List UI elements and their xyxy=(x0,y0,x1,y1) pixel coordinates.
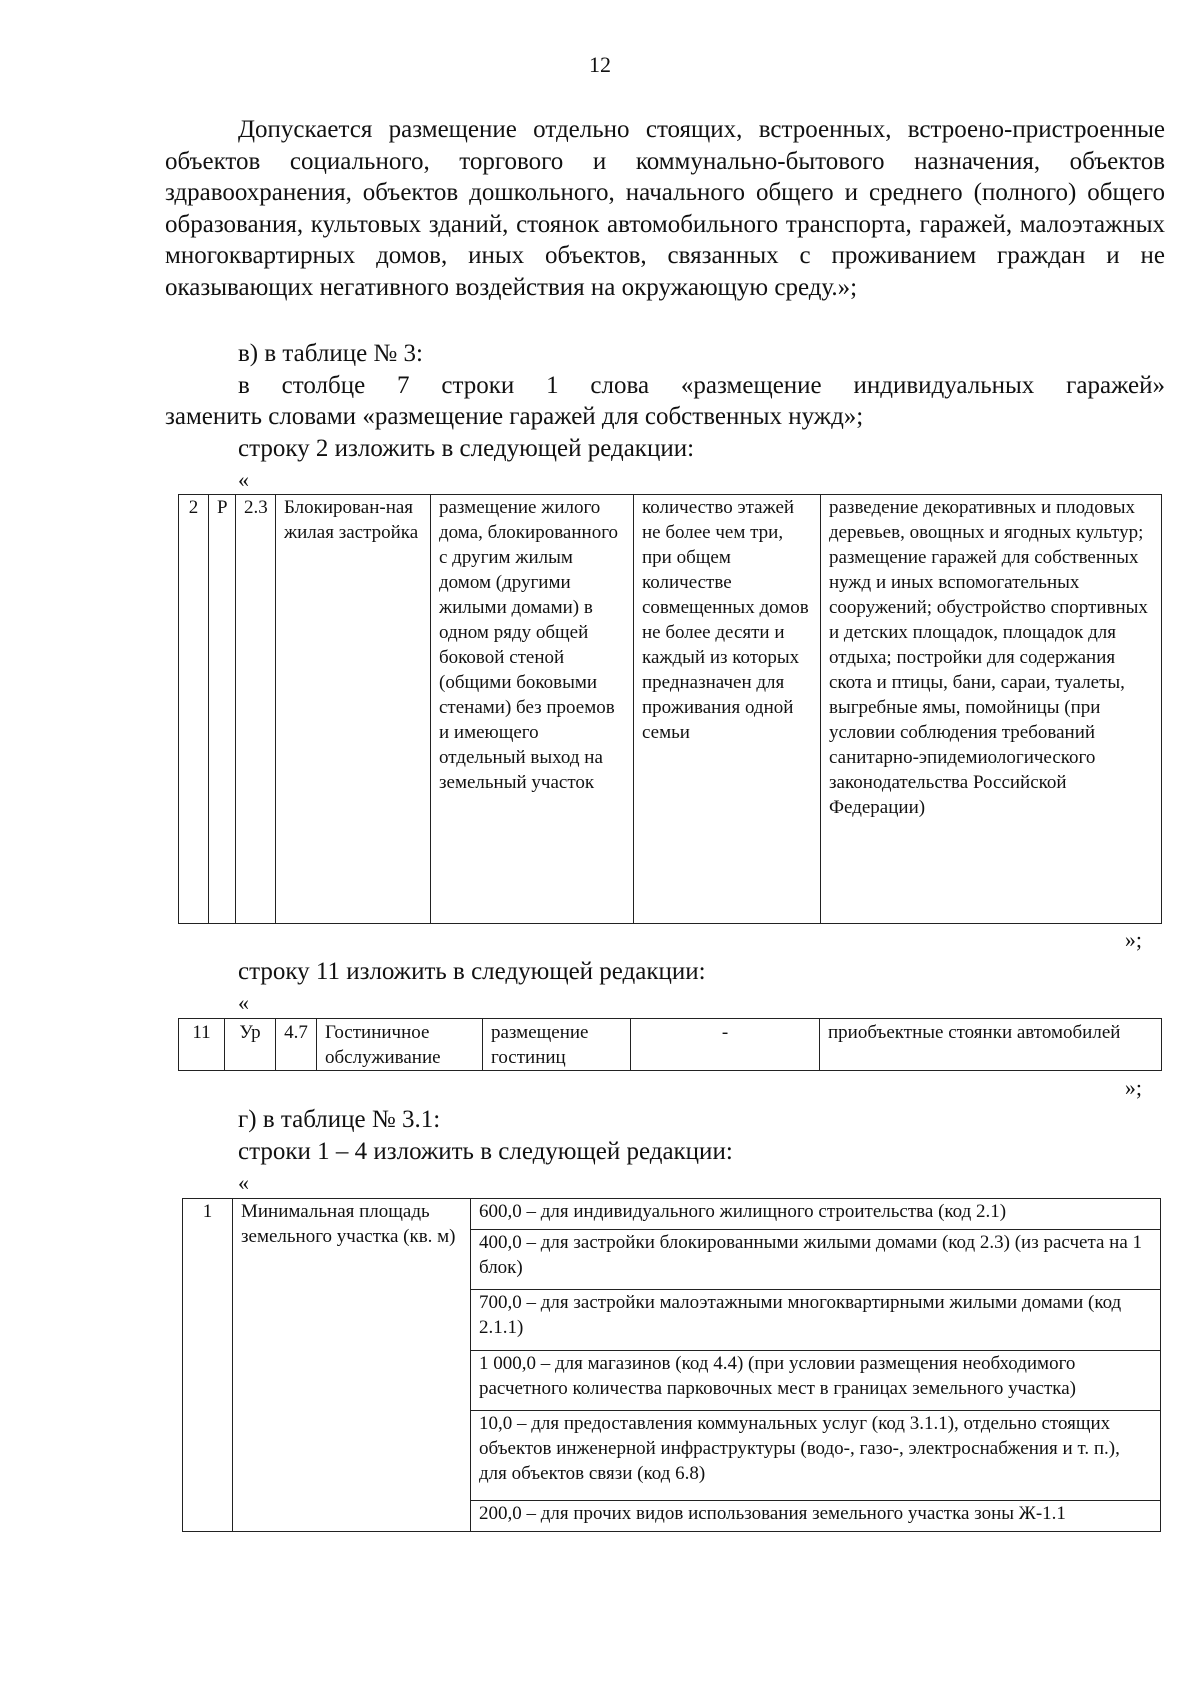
use-parameters: - xyxy=(631,1019,820,1071)
value-cell: 700,0 – для застройки малоэтажными многоквартирными жилыми домами (код 2.1.1) xyxy=(471,1290,1161,1350)
use-code: 2.3 xyxy=(236,495,276,924)
table-row-2 xyxy=(178,494,1162,924)
value-cell: 10,0 – для предоставления коммунальных услуг (код 3.1.1), отдельно стоящих объектов инженерной инфраструктуры (водо-, газо-, электроснабжения и т. п.), для объектов связи (код 6.8) xyxy=(471,1411,1161,1501)
row-number: 1 xyxy=(183,1199,233,1532)
use-code: 4.7 xyxy=(276,1019,317,1071)
auxiliary-uses: приобъектные стоянки автомобилей xyxy=(820,1019,1162,1071)
replace-instruction-line-2: заменить словами «размещение гаражей для собственных нужд»; xyxy=(165,403,864,430)
zone-type: Ур xyxy=(225,1019,276,1071)
table-3-1 xyxy=(182,1198,1161,1532)
page-number: 12 xyxy=(589,52,611,77)
row-number: 11 xyxy=(179,1019,225,1071)
use-description: размещение гостиниц xyxy=(483,1019,631,1071)
zone-type: Р xyxy=(209,495,236,924)
item-v-heading: в) в таблице № 3: xyxy=(238,340,423,367)
value-cell: 600,0 – для индивидуального жилищного строительства (код 2.1) xyxy=(471,1199,1161,1230)
value-cell: 1 000,0 – для магазинов (код 4.4) (при условии размещения необходимого расчетного количества парковочных мест в границах земельного участка) xyxy=(471,1350,1161,1410)
replace-instruction-line-1: в столбце 7 строки 1 слова «размещение индивидуальных гаражей» xyxy=(238,372,1165,399)
intro-paragraph: Допускается размещение отдельно стоящих, встроенных, встроено-пристроенные объектов социального, торгового и коммунально-бытового назначения, объектов здравоохранения, объектов дошкольного, начального общего и среднего (полного) общего образования, культовых зданий, стоянок автомобильного транспорта, гаражей, малоэтажных многоквартирных домов, иных объектов, связанных с проживанием граждан и не оказывающих негативного воздействия на окружающую среду.»; xyxy=(165,116,1165,301)
use-name: Гостиничное обслуживание xyxy=(317,1019,483,1071)
table-row xyxy=(179,1019,1162,1071)
use-description: размещение жилого дома, блокированного с другим жилым домом (другими жилыми домами) в одном ряду общей боковой стеной (общими боковыми стенами) без проемов и имеющего отдельный выход на земельный участок xyxy=(431,495,634,924)
opening-quote: « xyxy=(238,1170,249,1195)
value-cell: 200,0 – для прочих видов использования земельного участка зоны Ж-1.1 xyxy=(471,1501,1161,1532)
closing-quote: »; xyxy=(1124,1075,1142,1100)
parameter-name: Минимальная площадь земельного участка (кв. м) xyxy=(233,1199,471,1532)
row2-intro: строку 2 изложить в следующей редакции: xyxy=(238,435,695,462)
closing-quote: »; xyxy=(1124,927,1142,952)
use-name: Блокирован-ная жилая застройка xyxy=(276,495,431,924)
use-parameters: количество этажей не более чем три, при общем количестве совмещенных домов не более десяти и каждый из которых предназначен для проживания одной семьи xyxy=(634,495,821,924)
row11-intro: строку 11 изложить в следующей редакции: xyxy=(238,958,706,985)
table-row-11 xyxy=(178,1018,1162,1071)
row-number: 2 xyxy=(179,495,209,924)
item-g-heading: г) в таблице № 3.1: xyxy=(238,1106,441,1133)
opening-quote: « xyxy=(238,990,249,1015)
rows-1-4-intro: строки 1 – 4 изложить в следующей редакции: xyxy=(238,1138,733,1165)
opening-quote: « xyxy=(238,467,249,492)
table-row xyxy=(183,1199,1161,1230)
auxiliary-uses: разведение декоративных и плодовых деревьев, овощных и ягодных культур; размещение гаражей для собственных нужд и иных вспомогательных сооружений; обустройство спортивных и детских площадок, площадок для отдыха; постройки для содержания скота и птицы, бани, сараи, туалеты, выгребные ямы, помойницы (при условии соблюдения требований санитарно-эпидемиологического законодательства Российской Федерации) xyxy=(821,495,1162,924)
value-cell: 400,0 – для застройки блокированными жилыми домами (код 2.3) (из расчета на 1 блок) xyxy=(471,1229,1161,1289)
table-row xyxy=(179,495,1162,924)
